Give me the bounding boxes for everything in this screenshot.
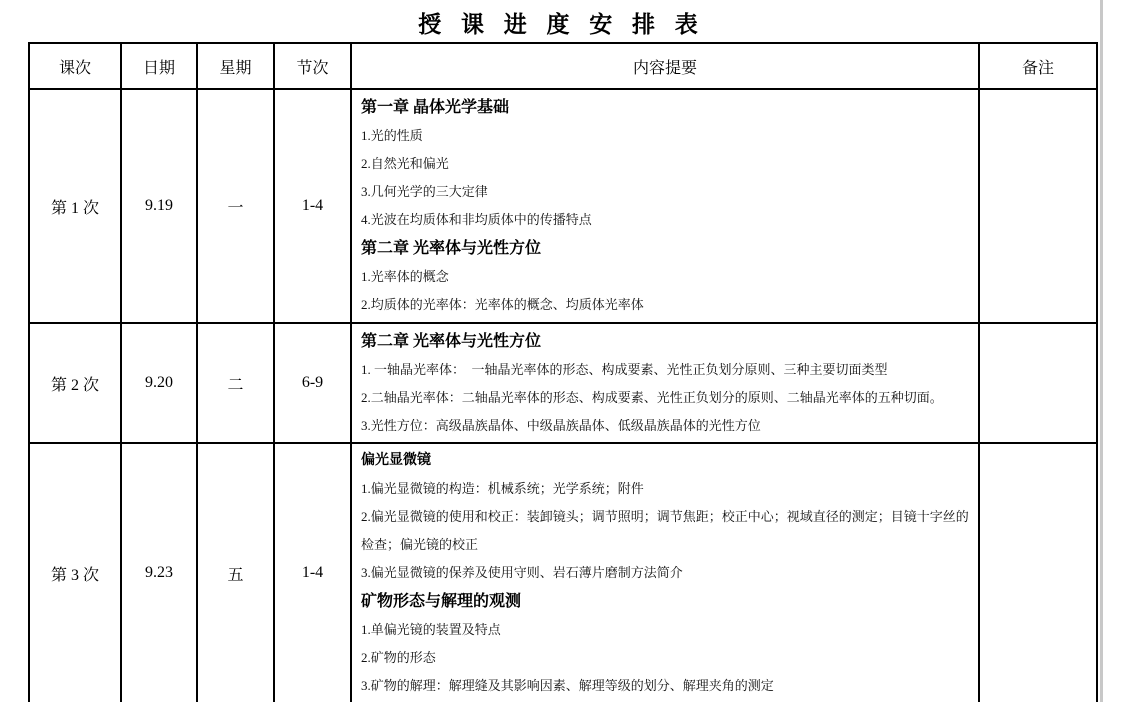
content-summary-cell: [351, 443, 979, 702]
period-cell: 1-4: [274, 443, 351, 702]
content-summary-cell: [351, 89, 979, 323]
date-cell: 9.23: [121, 443, 197, 702]
column-header-lesson: 课次: [29, 43, 121, 89]
page-title: 授 课 进 度 安 排 表: [418, 12, 705, 37]
teaching-schedule-table: [28, 42, 1098, 702]
content-line: 1.光的性质: [361, 128, 423, 143]
content-line: 3.矿物的解理：解理缝及其影响因素、解理等级的划分、解理夹角的测定: [361, 678, 774, 693]
content-line: 2.二轴晶光率体：二轴晶光率体的形态、构成要素、光性正负划分的原则、二轴晶光率体的五种切面。: [361, 390, 943, 405]
remark-cell: [979, 89, 1097, 323]
content-line: 2.均质体的光率体：光率体的概念、均质体光率体: [361, 297, 644, 312]
content-line: 3.偏光显微镜的保养及使用守则、岩石薄片磨制方法简介: [361, 565, 683, 580]
chapter-heading: 矿物形态与解理的观测: [361, 593, 522, 610]
table-row: [29, 323, 1097, 443]
content-line: 1.偏光显微镜的构造：机械系统；光学系统；附件: [361, 481, 644, 496]
column-header-remark: 备注: [979, 43, 1097, 89]
chapter-heading: 第二章 光率体与光性方位: [361, 240, 542, 257]
content-line: 1. 一轴晶光率体： 一轴晶光率体的形态、构成要素、光性正负划分原则、三种主要切面类型: [361, 362, 888, 377]
content-line: 4.光波在均质体和非均质体中的传播特点: [361, 212, 592, 227]
lesson-number-cell: 第 3 次: [29, 443, 121, 702]
lesson-number-cell: 第 1 次: [29, 89, 121, 323]
chapter-heading: 第二章 光率体与光性方位: [361, 333, 542, 350]
column-header-date: 日期: [121, 43, 197, 89]
content-summary-cell: [351, 323, 979, 443]
content-line: 2.偏光显微镜的使用和校正：装卸镜头；调节照明；调节焦距；校正中心；视域直径的测定；目镜十字丝的检查；偏光镜的校正: [361, 509, 969, 552]
content-line: 1.单偏光镜的装置及特点: [361, 622, 501, 637]
period-cell: 1-4: [274, 89, 351, 323]
period-cell: 6-9: [274, 323, 351, 443]
date-cell: 9.19: [121, 89, 197, 323]
weekday-cell: 一: [197, 89, 274, 323]
table-row: [29, 443, 1097, 702]
chapter-heading: 第一章 晶体光学基础: [361, 99, 510, 116]
table-header-row: [29, 43, 1097, 89]
content-line: 3.几何光学的三大定律: [361, 184, 488, 199]
section-heading: 偏光显微镜: [361, 453, 431, 468]
date-cell: 9.20: [121, 323, 197, 443]
weekday-cell: 五: [197, 443, 274, 702]
content-line: 1.光率体的概念: [361, 269, 449, 284]
column-header-period: 节次: [274, 43, 351, 89]
lesson-number-cell: 第 2 次: [29, 323, 121, 443]
remark-cell: [979, 323, 1097, 443]
remark-cell: [979, 443, 1097, 702]
content-line: 2.自然光和偏光: [361, 156, 449, 171]
column-header-content: 内容提要: [351, 43, 979, 89]
table-row: [29, 89, 1097, 323]
content-line: 2.矿物的形态: [361, 650, 436, 665]
weekday-cell: 二: [197, 323, 274, 443]
page-edge-shadow: [1100, 0, 1103, 702]
column-header-weekday: 星期: [197, 43, 274, 89]
content-line: 3.光性方位：高级晶族晶体、中级晶族晶体、低级晶族晶体的光性方位: [361, 418, 761, 433]
